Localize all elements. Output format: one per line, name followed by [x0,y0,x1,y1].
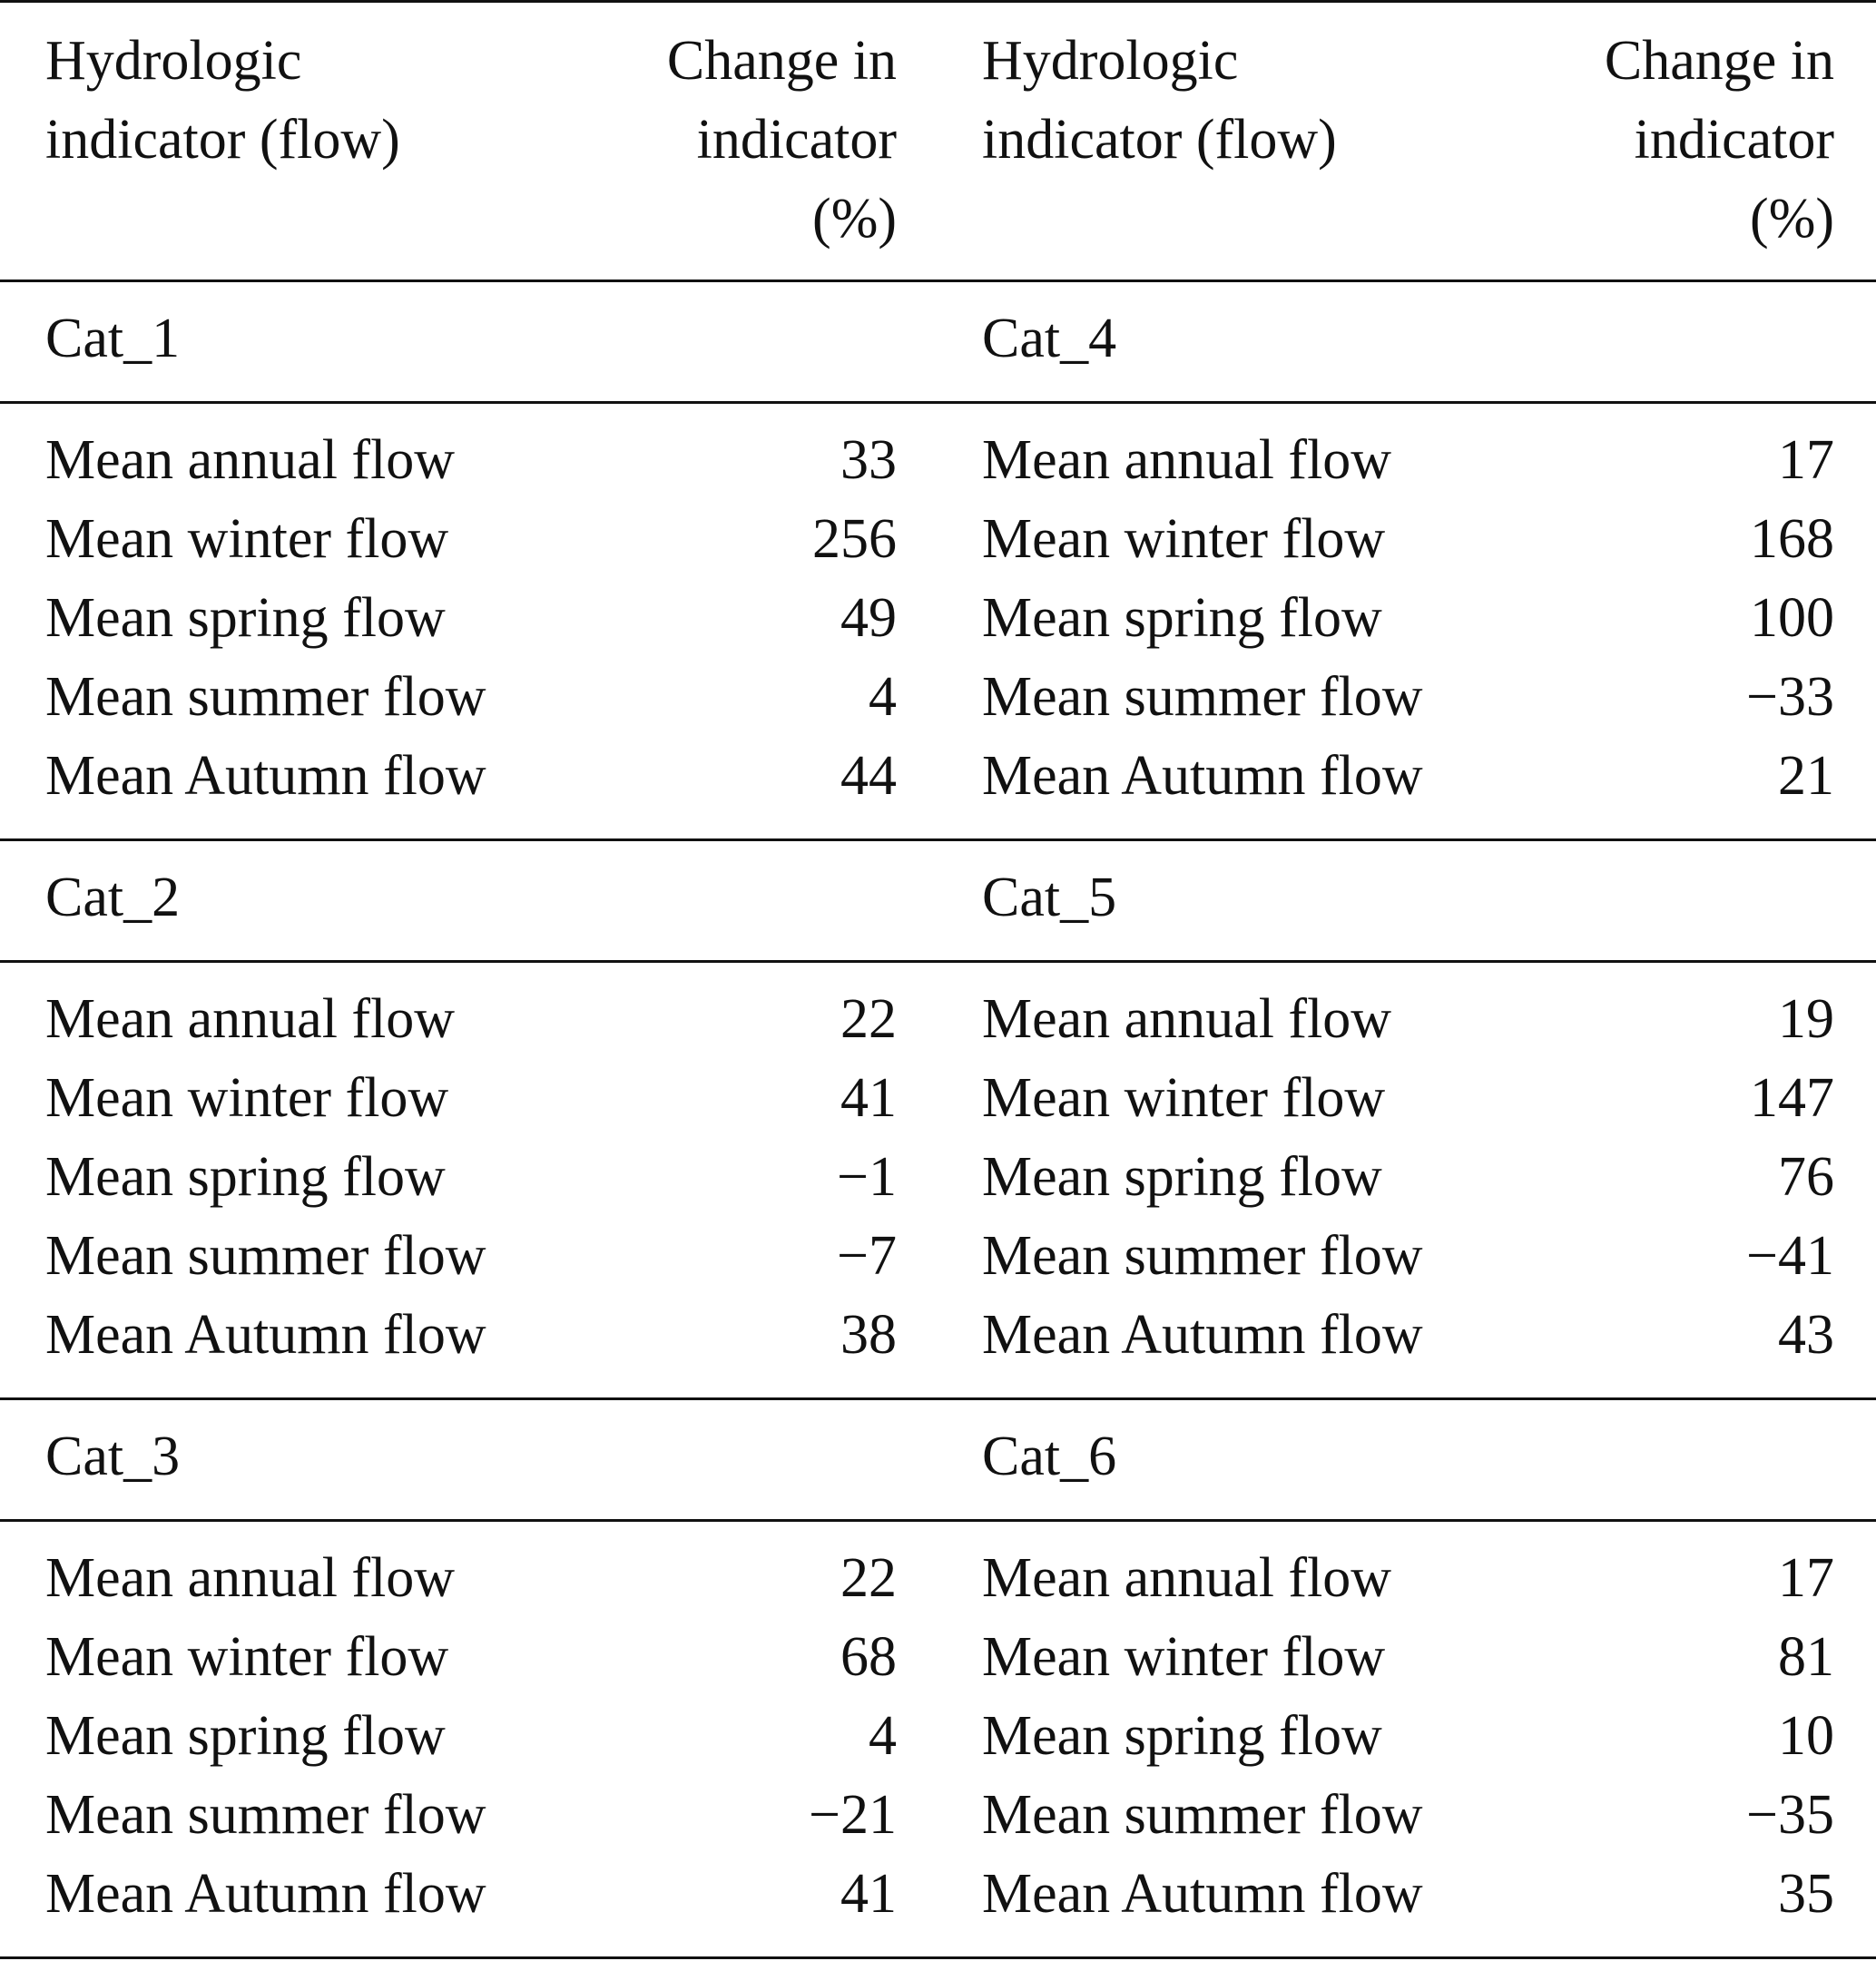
section-1-title-rule [0,401,1876,404]
section-3-right-row-4-label: Mean summer flow [982,1784,1423,1846]
section-2-right-row-1-value: 19 [1778,988,1834,1050]
left-change-header-line-2: indicator [696,109,897,171]
left-indicator-header-line-1: Hydrologic [45,30,302,92]
section-3-left-row-1-label: Mean annual flow [45,1547,456,1609]
section-3-left-row-1-value: 22 [840,1547,897,1609]
section-3-left-row-4-value: −21 [809,1784,897,1846]
section-1-left-row-1-label: Mean annual flow [45,429,456,491]
section-2-right-row-5-label: Mean Autumn flow [982,1304,1423,1366]
section-2-bottom-rule [0,1397,1876,1400]
section-2-right-row-2-label: Mean winter flow [982,1067,1386,1129]
section-1-left-row-4-label: Mean summer flow [45,666,486,728]
section-2-left-row-3-label: Mean spring flow [45,1146,446,1208]
left-change-header [508,22,897,259]
header-bottom-rule [0,279,1876,282]
section-2-left-row-2-value: 41 [840,1067,897,1129]
section-1-bottom-rule [0,838,1876,841]
section-2-left-row-4-label: Mean summer flow [45,1225,486,1287]
section-3-right-row-2-label: Mean winter flow [982,1626,1386,1688]
section-2-right-row-3-label: Mean spring flow [982,1146,1382,1208]
section-3-right-row-3-label: Mean spring flow [982,1705,1382,1767]
section-2-right-row-3-value: 76 [1778,1146,1834,1208]
section-1-left-row-1-value: 33 [840,429,897,491]
section-1-right-row-3-value: 100 [1750,587,1834,649]
section-1-left-row-2-label: Mean winter flow [45,508,449,570]
section-2-right-row-2-value: 147 [1750,1067,1834,1129]
section-3-left-row-4-label: Mean summer flow [45,1784,486,1846]
section-2-left-row-2-label: Mean winter flow [45,1067,449,1129]
section-2-left-row-4-value: −7 [837,1225,897,1287]
section-3-left-row-2-value: 68 [840,1626,897,1688]
section-3-right-row-1-label: Mean annual flow [982,1547,1392,1609]
left-change-header-line-1: Change in [666,30,897,92]
section-2-right-title: Cat_5 [982,867,1117,928]
left-indicator-header [45,22,517,180]
section-3-right-title: Cat_6 [982,1426,1117,1487]
top-rule [0,0,1876,3]
section-1-right-row-4-value: −33 [1746,666,1834,728]
section-1-left-row-2-value: 256 [812,508,897,570]
section-1-right-row-1-value: 17 [1778,429,1834,491]
section-1-left-row-5-label: Mean Autumn flow [45,745,486,807]
right-change-header-line-3: (%) [1750,188,1834,250]
section-1-left-row-4-value: 4 [869,666,897,728]
right-indicator-header [982,22,1454,180]
section-2-left-row-5-value: 38 [840,1304,897,1366]
section-3-left-row-5-label: Mean Autumn flow [45,1863,486,1925]
section-2-left-title: Cat_2 [45,867,181,928]
section-3-left-row-2-label: Mean winter flow [45,1626,449,1688]
section-2-left-row-3-value: −1 [837,1146,897,1208]
section-3-left-title: Cat_3 [45,1426,181,1487]
section-1-right-row-1-label: Mean annual flow [982,429,1392,491]
section-1-left-row-3-value: 49 [840,587,897,649]
section-1-left-row-3-label: Mean spring flow [45,587,446,649]
section-1-right-row-4-label: Mean summer flow [982,666,1423,728]
section-2-left-row-1-label: Mean annual flow [45,988,456,1050]
left-indicator-header-line-2: indicator (flow) [45,109,400,171]
section-2-left-row-5-label: Mean Autumn flow [45,1304,486,1366]
section-3-right-row-2-value: 81 [1778,1626,1834,1688]
section-3-right-row-5-label: Mean Autumn flow [982,1863,1423,1925]
section-2-left-row-1-value: 22 [840,988,897,1050]
section-3-right-row-3-value: 10 [1778,1705,1834,1767]
section-3-left-row-3-value: 4 [869,1705,897,1767]
section-2-right-row-4-label: Mean summer flow [982,1225,1423,1287]
right-change-header-line-1: Change in [1604,30,1834,92]
right-change-header-line-2: indicator [1634,109,1834,171]
section-3-right-row-1-value: 17 [1778,1547,1834,1609]
section-2-title-rule [0,960,1876,963]
section-1-right-row-3-label: Mean spring flow [982,587,1382,649]
section-3-title-rule [0,1519,1876,1522]
section-1-right-title: Cat_4 [982,308,1117,369]
section-2-right-row-1-label: Mean annual flow [982,988,1392,1050]
section-3-right-row-5-value: 35 [1778,1863,1834,1925]
bottom-rule [0,1956,1876,1959]
section-2-right-row-4-value: −41 [1746,1225,1834,1287]
left-change-header-line-3: (%) [812,188,897,250]
section-1-right-row-2-label: Mean winter flow [982,508,1386,570]
section-3-right-row-4-value: −35 [1746,1784,1834,1846]
section-3-left-row-5-value: 41 [840,1863,897,1925]
section-1-left-row-5-value: 44 [840,745,897,807]
right-indicator-header-line-2: indicator (flow) [982,109,1337,171]
section-1-left-title: Cat_1 [45,308,181,369]
right-change-header [1446,22,1834,259]
section-1-right-row-5-label: Mean Autumn flow [982,745,1423,807]
section-1-right-row-2-value: 168 [1750,508,1834,570]
right-indicator-header-line-1: Hydrologic [982,30,1239,92]
section-2-right-row-5-value: 43 [1778,1304,1834,1366]
section-3-left-row-3-label: Mean spring flow [45,1705,446,1767]
section-1-right-row-5-value: 21 [1778,745,1834,807]
